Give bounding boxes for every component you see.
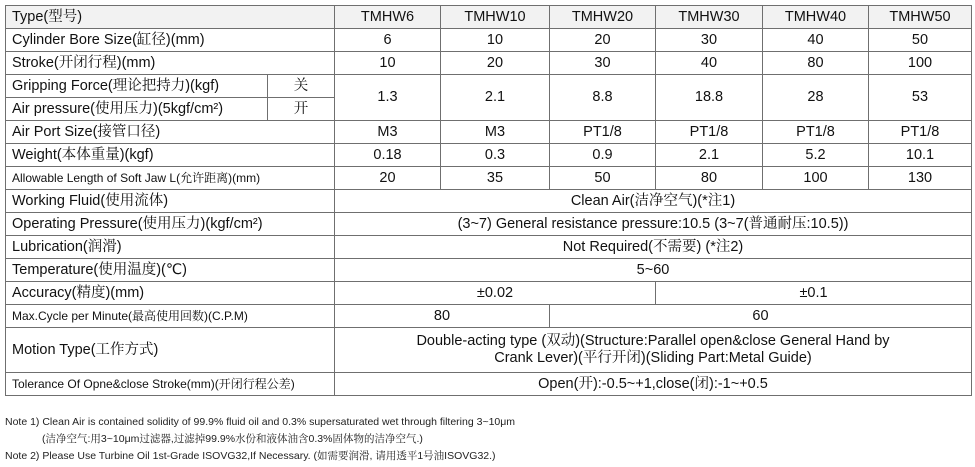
value-cell: Clean Air(洁净空气)(*注1) [335,190,972,213]
value-cell: 8.8 [550,75,656,121]
model-cell: TMHW50 [869,6,972,29]
spec-table [5,5,972,396]
value-cell: 30 [550,52,656,75]
row-label: Allowable Length of Soft Jaw L(允许距离)(mm) [6,167,335,190]
model-cell: TMHW30 [656,6,763,29]
model-cell: TMHW40 [763,6,869,29]
fluid-row [6,190,972,213]
value-cell: 80 [656,167,763,190]
value-cell: 100 [869,52,972,75]
value-cell: 20 [441,52,550,75]
row-label: Accuracy(精度)(mm) [6,282,335,305]
value-cell: 5~60 [335,259,972,282]
jaw-row [6,167,972,190]
stroke-row [6,52,972,75]
value-cell: 130 [869,167,972,190]
pressure-row [6,213,972,236]
footnotes [5,414,515,465]
value-cell: M3 [441,121,550,144]
value-cell: 40 [656,52,763,75]
grip-open-label: 开 [268,98,335,121]
value-cell: ±0.1 [656,282,972,305]
note-1-cn: (洁净空气:用3~10μm过滤器,过滤掉99.9%水份和液体油含0.3%固体物的洁净空气.) [42,433,423,445]
value-cell: 100 [763,167,869,190]
row-label: Operating Pressure(使用压力)(kgf/cm²) [6,213,335,236]
weight-row [6,144,972,167]
value-cell: 50 [869,29,972,52]
model-cell: TMHW20 [550,6,656,29]
value-cell: Open(开):-0.5~+1,close(闭):-1~+0.5 [335,373,972,396]
value-cell: 20 [550,29,656,52]
value-cell: 10 [335,52,441,75]
value-cell: 5.2 [763,144,869,167]
temp-row [6,259,972,282]
value-cell: 30 [656,29,763,52]
value-cell: 0.18 [335,144,441,167]
value-cell: 2.1 [656,144,763,167]
value-cell: 40 [763,29,869,52]
row-label: Max.Cycle per Minute(最高使用回数)(C.P.M) [6,305,335,328]
value-cell: PT1/8 [550,121,656,144]
value-cell: ±0.02 [335,282,656,305]
value-cell: 53 [869,75,972,121]
motion-row [6,328,972,373]
value-cell: 80 [335,305,550,328]
row-label: Tolerance Of Opne&close Stroke(mm)(开闭行程公差) [6,373,335,396]
value-cell: 10.1 [869,144,972,167]
value-cell: 0.9 [550,144,656,167]
value-cell: PT1/8 [763,121,869,144]
model-cell: TMHW6 [335,6,441,29]
row-label: Lubrication(润滑) [6,236,335,259]
value-cell: 10 [441,29,550,52]
header-row [6,6,972,29]
type-label: Type(型号) [6,6,335,29]
grip-label: Gripping Force(理论把持力)(kgf) [6,75,268,98]
row-label: Weight(本体重量)(kgf) [6,144,335,167]
motion-line-1: Double-acting type (双动)(Structure:Parallel open&close General Hand by [416,333,890,349]
note-1: Note 1) Clean Air is contained solidity of 99.9% fluid oil and 0.3% supersaturated wet through filtering 3~10μm [5,416,516,428]
row-label: Air Port Size(接管口径) [6,121,335,144]
row-label: Motion Type(工作方式) [6,328,335,373]
value-cell: 6 [335,29,441,52]
value-cell [335,328,972,373]
value-cell: 28 [763,75,869,121]
value-cell: Not Required(不需要) (*注2) [335,236,972,259]
grip-close-label: 关 [268,75,335,98]
motion-line-2: Crank Lever)(平行开闭)(Sliding Part:Metal Guide) [494,350,812,366]
model-cell: TMHW10 [441,6,550,29]
cycle-row [6,305,972,328]
value-cell: 50 [550,167,656,190]
value-cell: 2.1 [441,75,550,121]
row-label: Stroke(开闭行程)(mm) [6,52,335,75]
grip-row-close [6,75,972,98]
value-cell: 18.8 [656,75,763,121]
row-label: Temperature(使用温度)(℃) [6,259,335,282]
value-cell: 20 [335,167,441,190]
value-cell: M3 [335,121,441,144]
lube-row [6,236,972,259]
value-cell: 80 [763,52,869,75]
value-cell: 1.3 [335,75,441,121]
value-cell: 60 [550,305,972,328]
row-label: Working Fluid(使用流体) [6,190,335,213]
row-label: Cylinder Bore Size(缸径)(mm) [6,29,335,52]
note-2: Note 2) Please Use Turbine Oil 1st-Grade ISOVG32,If Necessary. (如需要润滑, 请用透平1号油ISOVG32.) [5,450,496,462]
value-cell: 0.3 [441,144,550,167]
value-cell: (3~7) General resistance pressure:10.5 (3~7(普通耐压:10.5)) [335,213,972,236]
port-row [6,121,972,144]
value-cell: PT1/8 [869,121,972,144]
tolerance-row [6,373,972,396]
bore-row [6,29,972,52]
value-cell: PT1/8 [656,121,763,144]
accuracy-row [6,282,972,305]
air-pressure-label: Air pressure(使用压力)(5kgf/cm²) [6,98,268,121]
value-cell: 35 [441,167,550,190]
